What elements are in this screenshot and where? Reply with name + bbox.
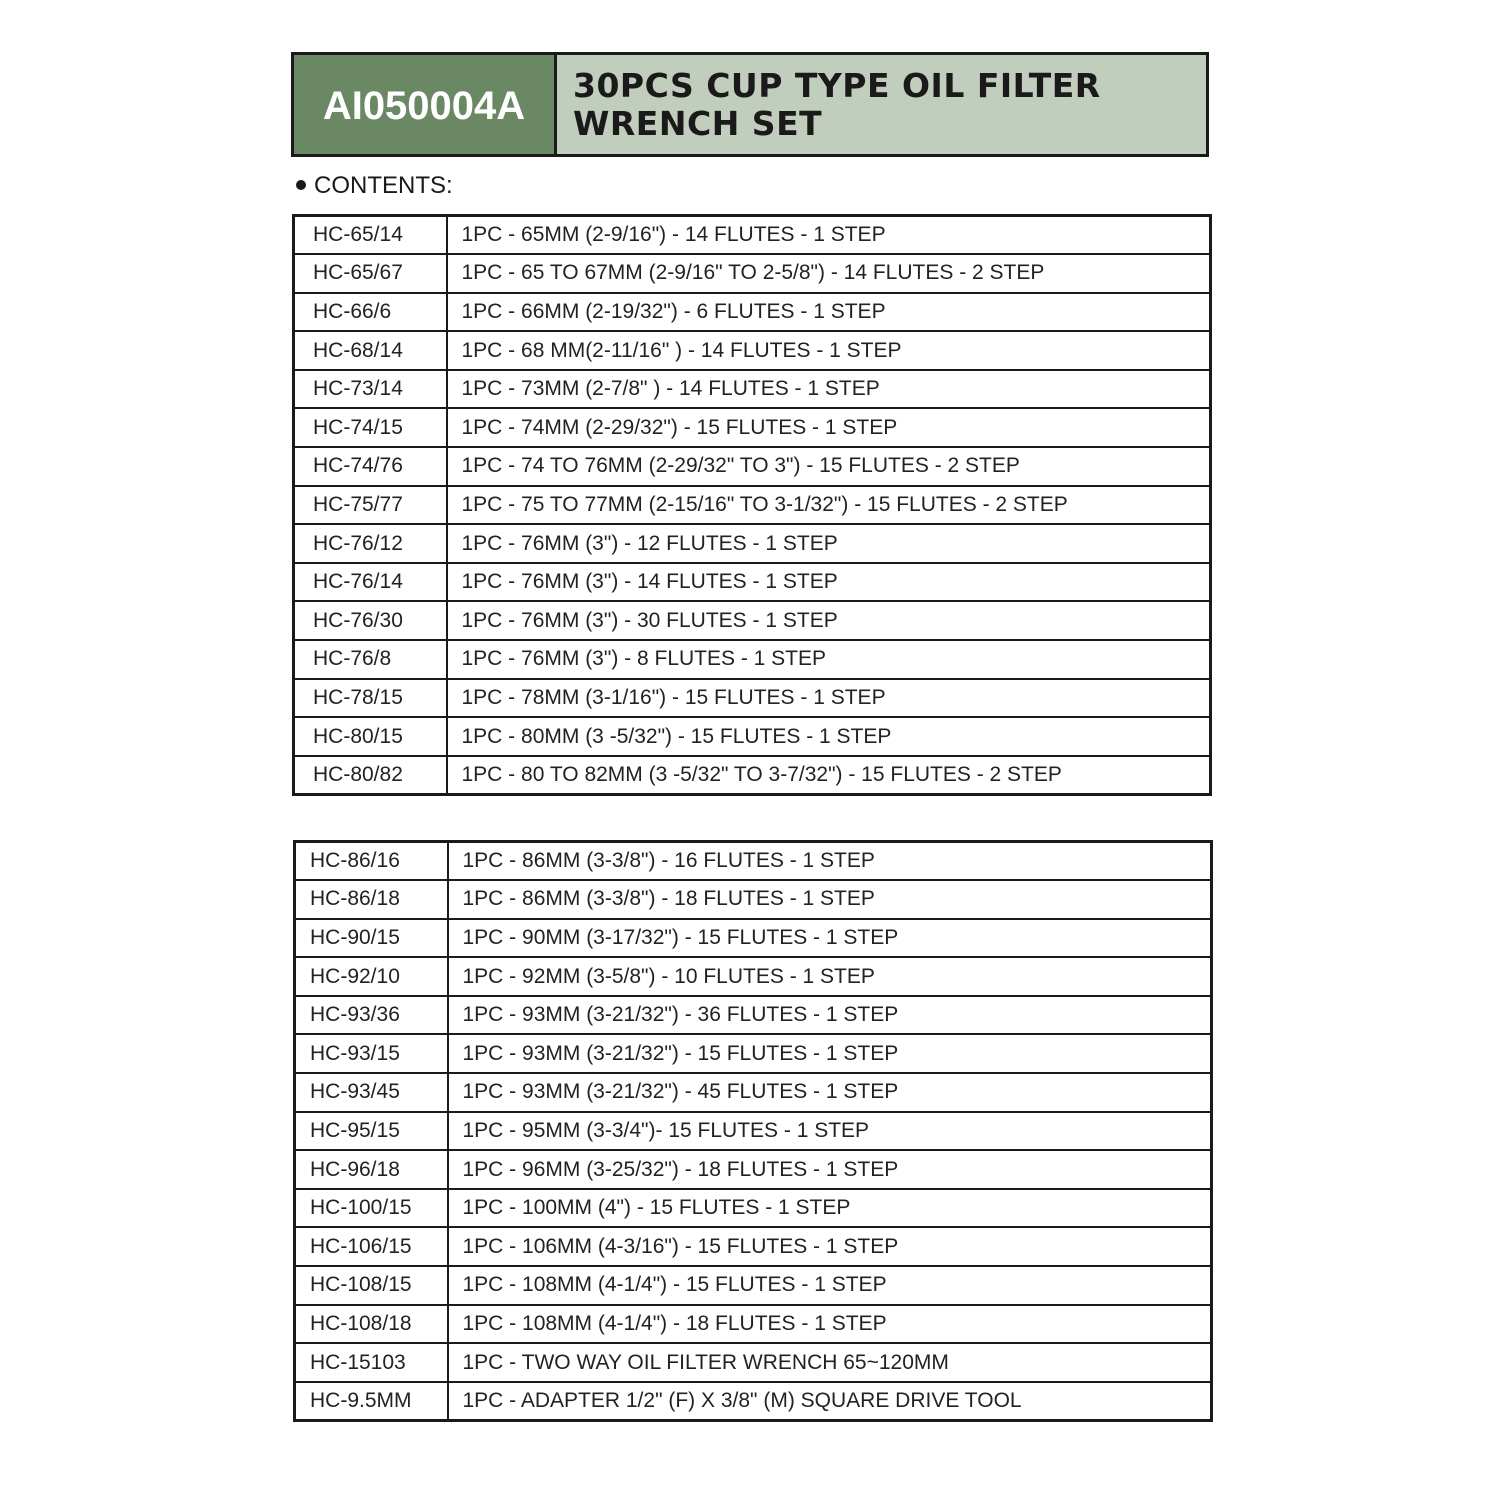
table-row (294, 370, 1211, 409)
part-description: 1PC - 92MM (3-5/8") - 10 FLUTES - 1 STEP (448, 957, 1212, 996)
part-code: HC-75/77 (294, 486, 447, 525)
part-description: 1PC - 76MM (3") - 8 FLUTES - 1 STEP (447, 640, 1211, 679)
table-row (294, 293, 1211, 332)
part-code: HC-86/16 (295, 842, 448, 881)
part-code: HC-92/10 (295, 957, 448, 996)
part-code: HC-93/36 (295, 996, 448, 1035)
contents-label: CONTENTS: (314, 172, 453, 199)
part-code: HC-65/67 (294, 254, 447, 293)
table-row (295, 1227, 1212, 1266)
table-row (295, 1266, 1212, 1305)
part-description: 1PC - 90MM (3-17/32") - 15 FLUTES - 1 STEP (448, 919, 1212, 958)
table-row (295, 880, 1212, 919)
part-description: 1PC - TWO WAY OIL FILTER WRENCH 65~120MM (448, 1343, 1212, 1382)
table-row (295, 996, 1212, 1035)
part-description: 1PC - 78MM (3-1/16") - 15 FLUTES - 1 STEP (447, 679, 1211, 718)
table-row (295, 1382, 1212, 1421)
table-row (294, 447, 1211, 486)
part-code: HC-74/15 (294, 408, 447, 447)
table-row (295, 1343, 1212, 1382)
table-row (294, 408, 1211, 447)
part-code: HC-73/14 (294, 370, 447, 409)
part-description: 1PC - 66MM (2-19/32") - 6 FLUTES - 1 STEP (447, 293, 1211, 332)
part-description: 1PC - 80MM (3 -5/32") - 15 FLUTES - 1 STEP (447, 717, 1211, 756)
table-row (294, 601, 1211, 640)
part-code: HC-90/15 (295, 919, 448, 958)
part-code: HC-93/45 (295, 1073, 448, 1112)
part-code: HC-80/82 (294, 756, 447, 795)
part-code: HC-80/15 (294, 717, 447, 756)
part-code: HC-65/14 (294, 216, 447, 255)
part-code: HC-66/6 (294, 293, 447, 332)
contents-table-1 (292, 214, 1212, 796)
part-code: HC-95/15 (295, 1112, 448, 1151)
table-row (295, 1073, 1212, 1112)
part-description: 1PC - 93MM (3-21/32") - 36 FLUTES - 1 STEP (448, 996, 1212, 1035)
part-description: 1PC - 75 TO 77MM (2-15/16" TO 3-1/32") - 15 FLUTES - 2 STEP (447, 486, 1211, 525)
part-code: HC-76/12 (294, 524, 447, 563)
part-description: 1PC - 86MM (3-3/8") - 18 FLUTES - 1 STEP (448, 880, 1212, 919)
table-row (295, 1189, 1212, 1228)
table-row (294, 486, 1211, 525)
part-description: 1PC - 96MM (3-25/32") - 18 FLUTES - 1 STEP (448, 1150, 1212, 1189)
part-description: 1PC - 108MM (4-1/4") - 18 FLUTES - 1 STEP (448, 1305, 1212, 1344)
table-row (295, 1034, 1212, 1073)
part-code: HC-78/15 (294, 679, 447, 718)
product-code: AI050004A (294, 55, 557, 154)
part-description: 1PC - 65 TO 67MM (2-9/16" TO 2-5/8") - 14 FLUTES - 2 STEP (447, 254, 1211, 293)
table-row (294, 331, 1211, 370)
part-code: HC-76/8 (294, 640, 447, 679)
part-description: 1PC - 93MM (3-21/32") - 45 FLUTES - 1 STEP (448, 1073, 1212, 1112)
part-code: HC-86/18 (295, 880, 448, 919)
part-description: 1PC - 65MM (2-9/16") - 14 FLUTES - 1 STEP (447, 216, 1211, 255)
part-description: 1PC - 74MM (2-29/32") - 15 FLUTES - 1 STEP (447, 408, 1211, 447)
table-row (295, 919, 1212, 958)
part-description: 1PC - 86MM (3-3/8") - 16 FLUTES - 1 STEP (448, 842, 1212, 881)
table-row (294, 756, 1211, 795)
part-code: HC-108/15 (295, 1266, 448, 1305)
part-code: HC-15103 (295, 1343, 448, 1382)
part-description: 1PC - ADAPTER 1/2" (F) X 3/8" (M) SQUARE DRIVE TOOL (462, 1388, 1022, 1412)
table-row (295, 957, 1212, 996)
table-row (294, 524, 1211, 563)
part-description: 1PC - 76MM (3") - 30 FLUTES - 1 STEP (447, 601, 1211, 640)
table-row (294, 563, 1211, 602)
part-description: 1PC - 68 MM(2-11/16" ) - 14 FLUTES - 1 STEP (447, 331, 1211, 370)
table-row (294, 640, 1211, 679)
part-code: HC-96/18 (295, 1150, 448, 1189)
part-code: HC-76/30 (294, 601, 447, 640)
table-row (295, 842, 1212, 881)
part-code: HC-108/18 (295, 1305, 448, 1344)
table-row (294, 717, 1211, 756)
part-code: HC-74/76 (294, 447, 447, 486)
part-description: 1PC - 106MM (4-3/16") - 15 FLUTES - 1 STEP (448, 1227, 1212, 1266)
part-description: 1PC - 108MM (4-1/4") - 15 FLUTES - 1 STEP (448, 1266, 1212, 1305)
part-code: HC-76/14 (294, 563, 447, 602)
table-row (295, 1150, 1212, 1189)
part-description: 1PC - 76MM (3") - 12 FLUTES - 1 STEP (447, 524, 1211, 563)
part-code: HC-100/15 (295, 1189, 448, 1228)
part-description: 1PC - 74 TO 76MM (2-29/32" TO 3") - 15 FLUTES - 2 STEP (447, 447, 1211, 486)
table-row (294, 679, 1211, 718)
part-description: 1PC - 80 TO 82MM (3 -5/32" TO 3-7/32") - 15 FLUTES - 2 STEP (461, 762, 1062, 786)
part-description: 1PC - 95MM (3-3/4")- 15 FLUTES - 1 STEP (448, 1112, 1212, 1151)
table-row (295, 1305, 1212, 1344)
bullet-icon (296, 180, 306, 190)
product-header (291, 52, 1209, 157)
table-row (294, 216, 1211, 255)
part-code: HC-9.5MM (295, 1382, 448, 1421)
table-row (295, 1112, 1212, 1151)
part-description: 1PC - 76MM (3") - 14 FLUTES - 1 STEP (447, 563, 1211, 602)
part-code: HC-93/15 (295, 1034, 448, 1073)
contents-table-2 (293, 840, 1213, 1422)
part-description: 1PC - 93MM (3-21/32") - 15 FLUTES - 1 STEP (448, 1034, 1212, 1073)
part-description: 1PC - 100MM (4") - 15 FLUTES - 1 STEP (448, 1189, 1212, 1228)
contents-heading (296, 172, 453, 200)
table-row (294, 254, 1211, 293)
part-code: HC-68/14 (294, 331, 447, 370)
part-description: 1PC - 73MM (2-7/8" ) - 14 FLUTES - 1 STEP (447, 370, 1211, 409)
product-title: 30PCS CUP TYPE OIL FILTER WRENCH SET (557, 55, 1206, 154)
part-code: HC-106/15 (295, 1227, 448, 1266)
